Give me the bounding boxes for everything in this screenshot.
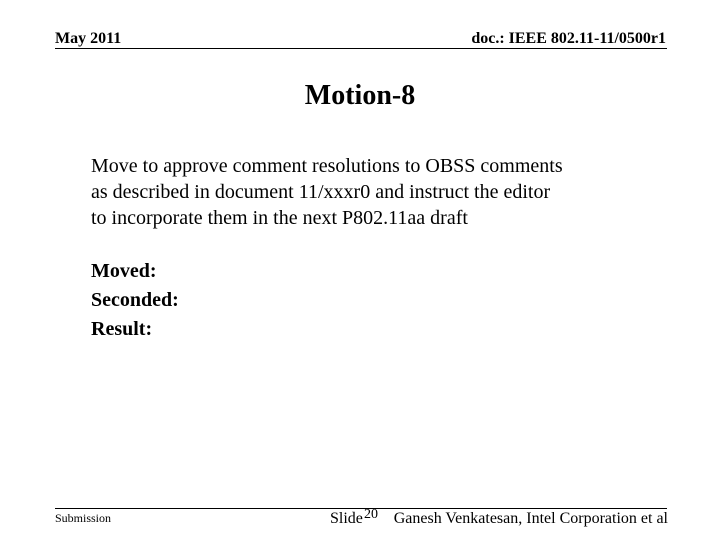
slide-title: Motion-8: [304, 80, 416, 111]
vote-fields: [91, 257, 179, 344]
footer-slide-label: Slide: [330, 510, 363, 527]
motion-line: Move to approve comment resolutions to OBSS comments: [91, 155, 563, 177]
header-doc-id: doc.: IEEE 802.11-11/0500r1: [471, 30, 666, 47]
footer-slide-number: 20: [364, 507, 378, 522]
seconded-label: Seconded:: [91, 289, 179, 311]
result-label: Result:: [91, 318, 153, 340]
header-divider: [55, 48, 667, 49]
motion-line: as described in document 11/xxxr0 and instruct the editor: [91, 181, 551, 203]
motion-line: to incorporate them in the next P802.11aa draft: [91, 207, 468, 229]
motion-text: [91, 153, 691, 231]
footer-author: Ganesh Venkatesan, Intel Corporation et al: [393, 510, 668, 527]
moved-label: Moved:: [91, 260, 157, 282]
footer-submission: Submission: [55, 511, 112, 525]
header-date: May 2011: [55, 30, 122, 47]
footer-divider: [55, 508, 667, 509]
